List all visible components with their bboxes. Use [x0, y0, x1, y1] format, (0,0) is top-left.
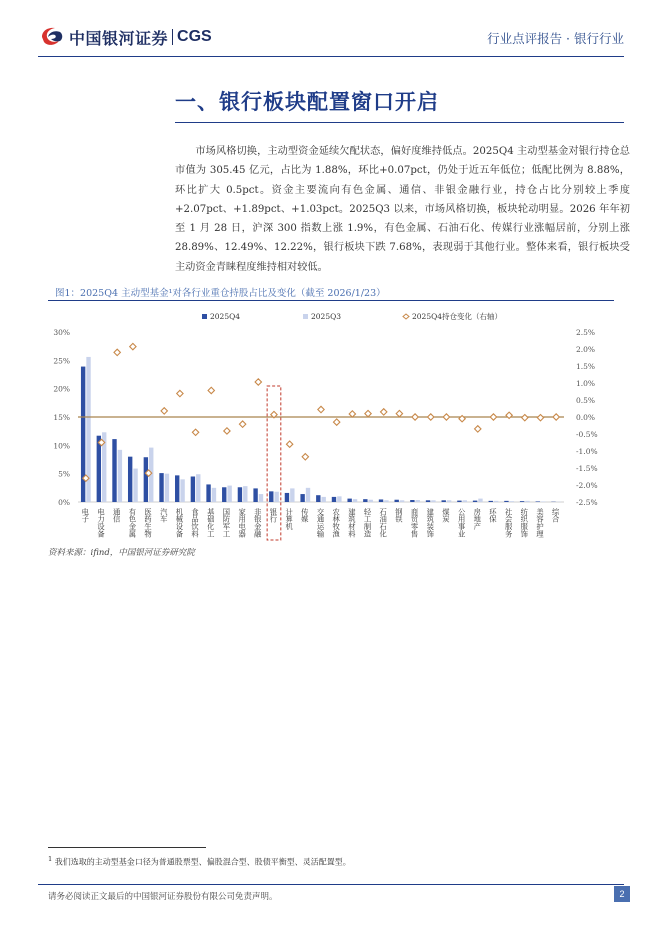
bar-2025q4	[504, 501, 508, 502]
category-label: 建筑材料	[347, 508, 357, 538]
change-marker	[553, 414, 559, 420]
logo-english-name: CGS	[177, 28, 212, 45]
category-label: 通信	[112, 508, 122, 523]
y-right-tick-label: -2.5%	[576, 498, 598, 507]
y-left-tick-label: 25%	[53, 356, 70, 366]
category-label: 农林牧渔	[332, 508, 342, 538]
category-label: 电力设备	[97, 508, 107, 538]
change-marker	[396, 410, 402, 416]
section-title: 一、银行板块配置窗口开启	[175, 90, 439, 114]
legend-swatch-2025q4	[202, 314, 207, 319]
y-right-tick-label: -0.5%	[576, 430, 598, 439]
bar-2025q4	[222, 487, 226, 502]
bar-2025q3	[525, 501, 529, 502]
category-label: 交通运输	[316, 508, 326, 538]
bar-2025q3	[259, 494, 263, 502]
bar-2025q4	[285, 493, 289, 502]
y-right-tick-label: 0.0%	[576, 413, 596, 422]
bar-2025q4	[457, 501, 461, 502]
change-marker	[490, 414, 496, 420]
company-logo	[38, 26, 212, 48]
y-left-tick-label: 5%	[58, 469, 70, 479]
bar-2025q4	[394, 500, 398, 502]
legend-label-change: 2025Q4持仓变化（右轴）	[412, 312, 503, 321]
bar-2025q3	[447, 500, 451, 502]
y-right-tick-label: 1.5%	[576, 362, 596, 371]
category-label: 食品饮料	[191, 508, 201, 538]
bar-2025q3	[133, 469, 137, 502]
bar-2025q3	[243, 486, 247, 502]
category-label: 建筑装饰	[426, 508, 436, 538]
change-marker	[475, 426, 481, 432]
bar-2025q3	[541, 501, 545, 502]
bar-2025q4	[473, 501, 477, 502]
bar-2025q3	[337, 496, 341, 502]
y-left-tick-label: 20%	[53, 384, 70, 394]
change-marker	[114, 349, 120, 355]
logo-divider	[172, 29, 173, 45]
change-marker	[349, 411, 355, 417]
bar-2025q3	[494, 501, 498, 502]
bar-2025q4	[300, 494, 304, 502]
bar-2025q4	[112, 439, 116, 502]
industry-holding-chart	[48, 308, 614, 544]
change-marker	[302, 454, 308, 460]
category-label: 煤炭	[441, 508, 451, 523]
change-marker	[286, 441, 292, 447]
change-marker	[161, 408, 167, 414]
footnote	[48, 855, 351, 868]
footnote-divider	[48, 847, 206, 848]
category-label: 钢铁	[394, 508, 404, 523]
report-type: 行业点评报告 · 银行行业	[487, 31, 624, 46]
bar-2025q4	[426, 500, 430, 502]
category-label: 医药生物	[144, 508, 154, 538]
bar-2025q4	[316, 495, 320, 502]
legend-label-2025q3: 2025Q3	[311, 312, 342, 321]
logo-chinese-name: 中国银河证券	[69, 28, 169, 48]
header-divider	[38, 56, 624, 57]
bar-2025q4	[536, 501, 540, 502]
category-label: 纺织服饰	[520, 508, 530, 538]
bar-2025q3	[463, 500, 467, 502]
footer-disclaimer: 请务必阅读正文最后的中国银河证券股份有限公司免责声明。	[48, 892, 278, 902]
bar-2025q3	[510, 501, 514, 502]
category-label: 房地产	[473, 508, 483, 530]
bar-2025q4	[128, 457, 132, 502]
bar-2025q3	[180, 479, 184, 502]
bar-2025q3	[322, 497, 326, 502]
change-marker	[381, 409, 387, 415]
y-left-tick-label: 10%	[53, 441, 70, 451]
bar-2025q4	[379, 499, 383, 502]
bar-2025q4	[144, 457, 148, 502]
category-label: 轻工制造	[363, 508, 373, 538]
bar-2025q3	[416, 500, 420, 502]
category-label: 商贸零售	[410, 508, 420, 538]
bar-2025q4	[159, 473, 163, 502]
category-label: 机械设备	[175, 508, 185, 538]
bar-2025q4	[520, 501, 524, 502]
category-label: 计算机	[285, 508, 295, 530]
y-right-tick-label: 2.5%	[576, 328, 596, 337]
category-label: 非银金融	[253, 508, 263, 538]
bar-2025q3	[369, 500, 373, 502]
category-label: 汽车	[159, 508, 169, 523]
brand-mark-icon	[38, 26, 64, 48]
bar-2025q3	[431, 500, 435, 502]
category-label: 公用事业	[457, 508, 467, 538]
y-left-tick-label: 0%	[58, 498, 70, 507]
page-number: 2	[614, 886, 630, 902]
bar-2025q4	[363, 499, 367, 502]
bar-2025q3	[384, 500, 388, 502]
change-marker	[177, 390, 183, 396]
figure-title: 图1：2025Q4 主动型基金¹对各行业重仓持股占比及变化（截至 2026/1/23）	[55, 288, 386, 299]
category-label: 综合	[551, 508, 561, 523]
bar-2025q3	[290, 488, 294, 502]
change-marker	[318, 406, 324, 412]
bar-2025q3	[274, 492, 278, 502]
y-right-tick-label: 2.0%	[576, 345, 596, 354]
change-marker	[208, 387, 214, 393]
bar-2025q4	[442, 500, 446, 502]
bar-2025q4	[489, 501, 493, 502]
bar-2025q4	[206, 484, 210, 502]
category-label: 银行	[269, 508, 279, 523]
bar-2025q3	[306, 488, 310, 502]
bar-2025q4	[347, 499, 351, 502]
y-right-tick-label: -1.5%	[576, 464, 598, 473]
change-marker	[239, 421, 245, 427]
bar-2025q4	[253, 488, 257, 502]
legend-swatch-2025q3	[303, 314, 308, 319]
bar-2025q3	[478, 499, 482, 502]
change-marker	[522, 414, 528, 420]
change-marker	[428, 414, 434, 420]
figure-divider	[48, 300, 614, 301]
category-label: 电子	[81, 508, 91, 523]
y-left-tick-label: 15%	[53, 413, 70, 422]
y-right-tick-label: 0.5%	[576, 396, 596, 405]
category-label: 传媒	[300, 508, 310, 523]
category-label: 基础化工	[206, 508, 216, 538]
bar-2025q4	[81, 367, 85, 502]
category-label: 美容护理	[535, 508, 545, 538]
category-label: 社会服务	[504, 508, 514, 538]
footnote-mark: 1	[48, 855, 53, 863]
footnote-text: 我们选取的主动型基金口径为普通股票型、偏股混合型、股债平衡型、灵活配置型。	[54, 857, 351, 867]
bar-2025q4	[175, 475, 179, 502]
bar-2025q3	[353, 499, 357, 502]
change-marker	[537, 414, 543, 420]
figure-source: 资料来源：ifind，中国银河证券研究院	[48, 548, 195, 558]
legend-swatch-change	[403, 314, 409, 319]
bar-2025q4	[332, 497, 336, 502]
bar-2025q4	[410, 500, 414, 502]
body-paragraph: 市场风格切换，主动型资金延续欠配状态，偏好度维持低点。2025Q4 主动型基金对银行持仓总市值为 305.45 亿元，占比为 1.88%，环比+0.07pct，仍处于近五年低位；低配比例为 8.88%，环比扩大 0.5pct。资金主要流向有色金属、通信、非银金融行业，持仓占比分别较上季度+2.07pct、+1.89pct、+1.03pct。2025Q3 以来，市场风格切换，板块轮动明显。2026 年年初至 1 月 28 日，沪深 300 指数上涨 1.9%，有色金属、石油石化、传媒行业涨幅居前，分别上涨 28.89%、12.49%、12.22%，银行板块下跌 7.68%，表现弱于其他行业。整体来看，银行板块受主动资金青睐程度维持相对较低。	[175, 146, 630, 273]
footer-divider	[38, 884, 624, 885]
category-label: 国防军工	[222, 508, 232, 538]
bar-2025q3	[227, 486, 231, 502]
bar-2025q3	[118, 450, 122, 502]
category-label: 石油石化	[379, 508, 389, 538]
legend-label-2025q4: 2025Q4	[210, 312, 241, 321]
change-marker	[130, 343, 136, 349]
section-divider	[175, 122, 624, 123]
change-marker	[412, 414, 418, 420]
bar-2025q3	[212, 488, 216, 502]
change-marker	[224, 428, 230, 434]
bar-2025q3	[196, 474, 200, 502]
category-label: 有色金属	[128, 508, 138, 538]
y-left-tick-label: 30%	[53, 328, 70, 337]
category-label: 环保	[488, 508, 498, 523]
y-right-tick-label: -1.0%	[576, 447, 598, 456]
bar-2025q4	[97, 436, 101, 502]
y-right-tick-label: -2.0%	[576, 481, 598, 490]
bar-2025q4	[238, 487, 242, 502]
change-marker	[192, 429, 198, 435]
change-marker	[443, 414, 449, 420]
y-right-tick-label: 1.0%	[576, 379, 596, 388]
bar-2025q4	[269, 491, 273, 502]
bar-2025q4	[191, 477, 195, 503]
change-marker	[333, 419, 339, 425]
change-marker	[365, 410, 371, 416]
body-text	[175, 142, 630, 277]
change-marker	[255, 379, 261, 385]
bar-2025q3	[165, 474, 169, 502]
category-label: 家用电器	[238, 508, 248, 538]
bar-2025q3	[400, 500, 404, 502]
